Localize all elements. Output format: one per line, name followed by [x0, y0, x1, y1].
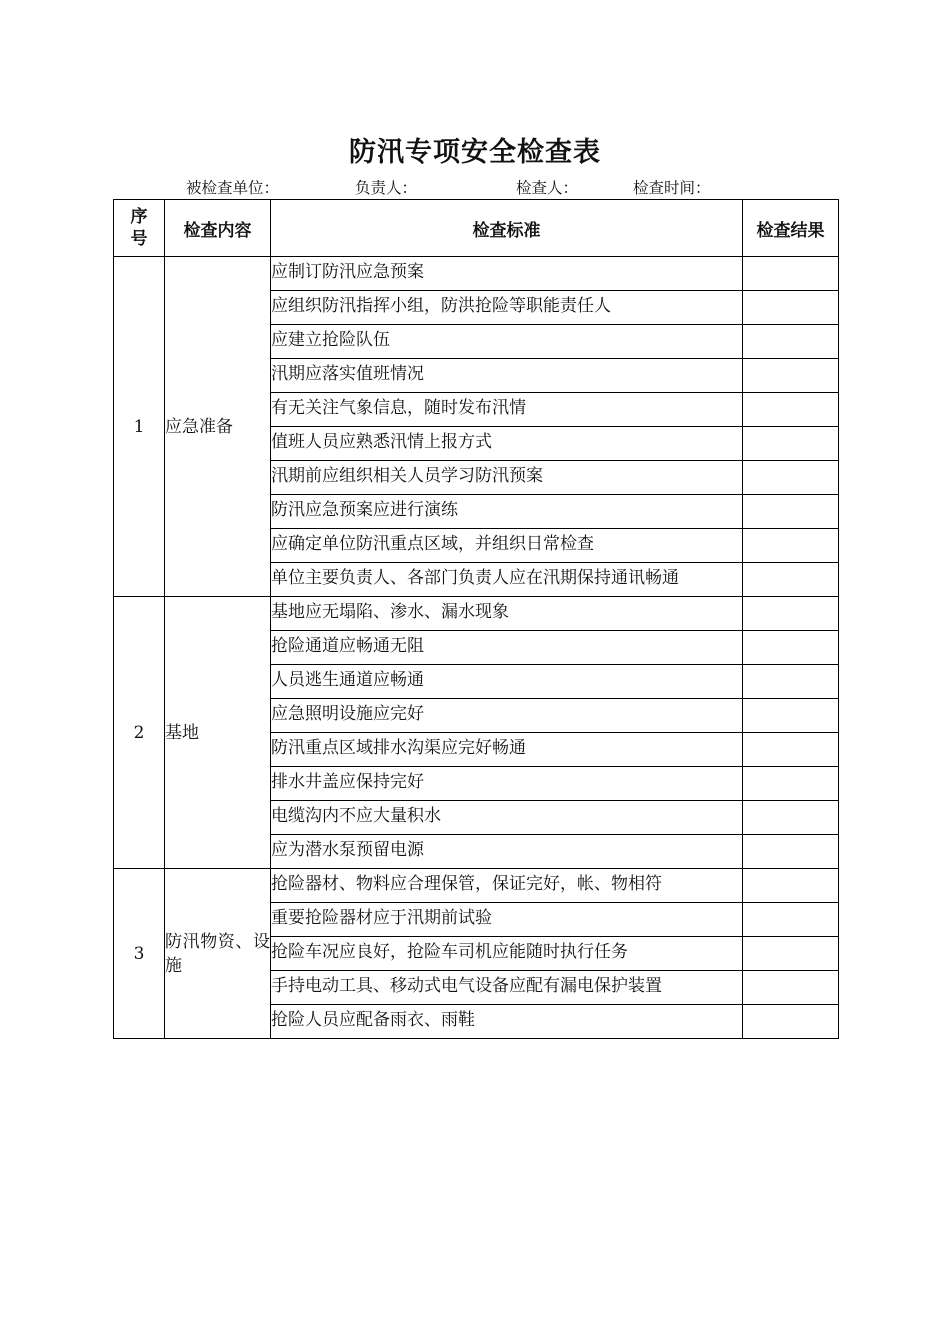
- check-standard: [271, 733, 743, 767]
- check-standard: [271, 971, 743, 1005]
- check-result-cell[interactable]: [743, 733, 839, 767]
- check-result-cell[interactable]: [743, 937, 839, 971]
- check-standard-text: 应建立抢险队伍: [271, 330, 390, 350]
- responsible-person-label: 负责人：: [355, 179, 418, 197]
- check-result-cell[interactable]: [743, 631, 839, 665]
- check-standard-text: 防汛重点区域排水沟渠应完好畅通: [271, 738, 526, 758]
- header-content: 检查内容: [165, 200, 271, 257]
- check-result-cell[interactable]: [743, 1005, 839, 1039]
- header-result: 检查结果: [743, 200, 839, 257]
- check-result-cell[interactable]: [743, 495, 839, 529]
- check-standard: [271, 937, 743, 971]
- check-standard-text: 值班人员应熟悉汛情上报方式: [271, 432, 492, 452]
- check-result-cell[interactable]: [743, 461, 839, 495]
- table-row: [114, 869, 839, 903]
- page-title: 防汛专项安全检查表: [349, 137, 601, 168]
- check-standard-text: 重要抢险器材应于汛期前试验: [271, 908, 492, 928]
- check-standard-text: 抢险通道应畅通无阻: [271, 636, 424, 656]
- check-category: 基地: [165, 597, 271, 869]
- check-result-cell[interactable]: [743, 801, 839, 835]
- header-standard: 检查标准: [271, 200, 743, 257]
- check-result-cell[interactable]: [743, 257, 839, 291]
- check-standard: [271, 495, 743, 529]
- inspector-label: 检查人：: [516, 179, 579, 197]
- check-standard-text: 汛期前应组织相关人员学习防汛预案: [271, 466, 543, 486]
- check-standard: [271, 461, 743, 495]
- check-standard: [271, 665, 743, 699]
- check-result-cell[interactable]: [743, 665, 839, 699]
- check-standard: [271, 393, 743, 427]
- check-standard-text: 汛期应落实值班情况: [271, 364, 424, 384]
- check-standard-text: 有无关注气象信息，随时发布汛情: [271, 398, 526, 418]
- table-body: [114, 257, 839, 1039]
- check-standard-text: 电缆沟内不应大量积水: [271, 806, 441, 826]
- check-result-cell[interactable]: [743, 835, 839, 869]
- check-standard-text: 排水井盖应保持完好: [271, 772, 424, 792]
- table-header-row: [114, 200, 839, 257]
- check-standard: [271, 325, 743, 359]
- table-row: [114, 597, 839, 631]
- check-standard: [271, 903, 743, 937]
- check-result-cell[interactable]: [743, 393, 839, 427]
- check-standard-text: 应急照明设施应完好: [271, 704, 424, 724]
- check-standard: [271, 291, 743, 325]
- check-result-cell[interactable]: [743, 359, 839, 393]
- check-standard: [271, 359, 743, 393]
- check-result-cell[interactable]: [743, 699, 839, 733]
- check-standard-text: 防汛应急预案应进行演练: [271, 500, 458, 520]
- check-result-cell[interactable]: [743, 291, 839, 325]
- row-number: 1: [114, 257, 165, 597]
- check-category: 应急准备: [165, 257, 271, 597]
- check-standard: [271, 699, 743, 733]
- inspection-table: [113, 199, 839, 1039]
- check-standard: [271, 1005, 743, 1039]
- check-standard: [271, 529, 743, 563]
- check-result-cell[interactable]: [743, 427, 839, 461]
- check-standard: [271, 631, 743, 665]
- check-result-cell[interactable]: [743, 971, 839, 1005]
- check-result-cell[interactable]: [743, 597, 839, 631]
- inspection-time-label: 检查时间：: [633, 179, 711, 197]
- check-standard-text: 应为潜水泵预留电源: [271, 840, 424, 860]
- check-standard-text: 应确定单位防汛重点区域，并组织日常检查: [271, 534, 594, 554]
- check-standard-text: 应组织防汛指挥小组，防洪抢险等职能责任人: [271, 296, 611, 316]
- check-standard: [271, 835, 743, 869]
- inspected-unit-label: 被检查单位：: [186, 179, 280, 197]
- check-standard: [271, 597, 743, 631]
- check-standard: [271, 767, 743, 801]
- check-standard-text: 应制订防汛应急预案: [271, 262, 424, 282]
- check-standard-text: 抢险人员应配备雨衣、雨鞋: [271, 1010, 475, 1030]
- table-row: [114, 257, 839, 291]
- header-num: 序号: [114, 200, 165, 257]
- check-standard-text: 单位主要负责人、各部门负责人应在汛期保持通讯畅通: [271, 568, 679, 588]
- check-standard-text: 基地应无塌陷、渗水、漏水现象: [271, 602, 509, 622]
- check-result-cell[interactable]: [743, 529, 839, 563]
- row-number: 3: [114, 869, 165, 1039]
- check-result-cell[interactable]: [743, 767, 839, 801]
- check-result-cell[interactable]: [743, 869, 839, 903]
- row-number: 2: [114, 597, 165, 869]
- check-standard-text: 人员逃生通道应畅通: [271, 670, 424, 690]
- check-standard: [271, 257, 743, 291]
- check-standard-text: 手持电动工具、移动式电气设备应配有漏电保护装置: [271, 976, 662, 996]
- check-result-cell[interactable]: [743, 563, 839, 597]
- check-standard: [271, 801, 743, 835]
- check-standard: [271, 563, 743, 597]
- check-result-cell[interactable]: [743, 325, 839, 359]
- check-result-cell[interactable]: [743, 903, 839, 937]
- check-standard-text: 抢险器材、物料应合理保管，保证完好，帐、物相符: [271, 874, 662, 894]
- check-standard: [271, 869, 743, 903]
- check-standard: [271, 427, 743, 461]
- check-standard-text: 抢险车况应良好，抢险车司机应能随时执行任务: [271, 942, 628, 962]
- check-category: 防汛物资、设施: [165, 869, 271, 1039]
